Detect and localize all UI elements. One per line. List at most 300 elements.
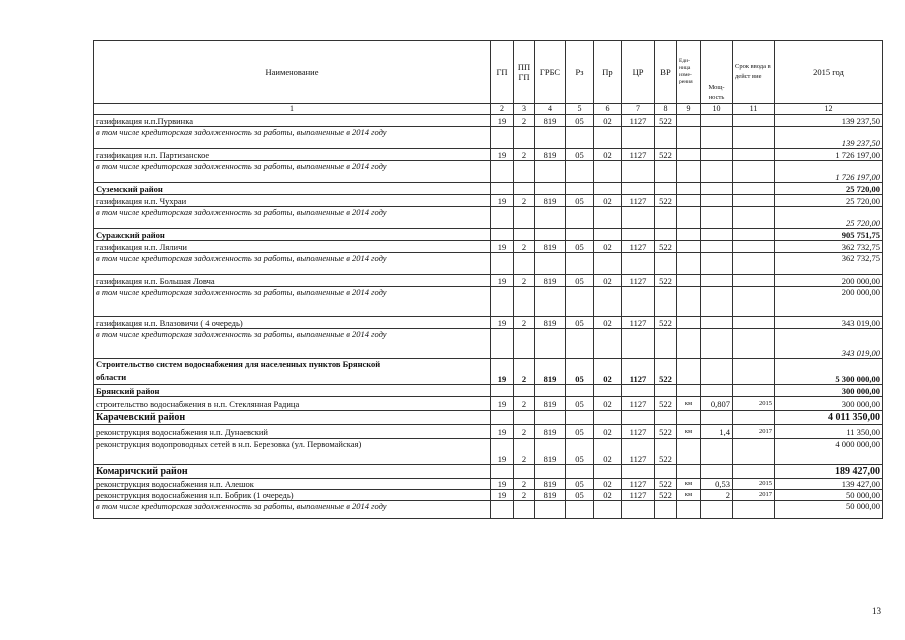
cell-cr	[622, 161, 655, 183]
cell-cr	[622, 385, 655, 397]
row-name: в том числе кредиторская задолженность за работы, выполненные в 2014 году	[94, 207, 491, 229]
cell-unit	[677, 501, 701, 519]
cell-power	[701, 275, 733, 287]
cell-power: 1,4	[701, 425, 733, 439]
cell-cr: 1127	[622, 115, 655, 127]
cell-grbs: 819	[535, 490, 566, 501]
cell-grbs: 819	[535, 317, 566, 329]
col-index: 2	[491, 104, 514, 115]
cell-unit	[677, 127, 701, 149]
cell-term	[733, 501, 775, 519]
row-amount: 25 720,00	[775, 183, 883, 195]
header-cr: ЦР	[622, 41, 655, 104]
cell-vr: 522	[655, 425, 677, 439]
row-name: Комаричский район	[94, 465, 491, 479]
cell-pr: 02	[594, 149, 622, 161]
row-amount: 362 732,75	[775, 253, 883, 275]
cell-rz	[566, 385, 594, 397]
cell-term	[733, 149, 775, 161]
cell-cr: 1127	[622, 275, 655, 287]
cell-cr	[622, 229, 655, 241]
col-index: 12	[775, 104, 883, 115]
cell-gp: 19	[491, 397, 514, 411]
cell-ppgp	[514, 329, 535, 359]
cell-term	[733, 183, 775, 195]
cell-cr	[622, 253, 655, 275]
cell-ppgp	[514, 385, 535, 397]
cell-term	[733, 115, 775, 127]
cell-term	[733, 241, 775, 253]
col-index: 11	[733, 104, 775, 115]
cell-gp: 19	[491, 490, 514, 501]
cell-gp	[491, 253, 514, 275]
cell-ppgp: 2	[514, 490, 535, 501]
cell-term	[733, 465, 775, 479]
row-amount: 343 019,00	[775, 329, 883, 359]
row-name-line: Строительство систем водоснабжения для населенных пунктов Брянской	[96, 359, 381, 369]
cell-ppgp	[514, 127, 535, 149]
row-name: газификация н.п. Партизанское	[94, 149, 491, 161]
cell-rz: 05	[566, 425, 594, 439]
cell-power	[701, 115, 733, 127]
row-name: в том числе кредиторская задолженность за работы, выполненные в 2014 году	[94, 501, 491, 519]
cell-vr: 522	[655, 275, 677, 287]
cell-power	[701, 359, 733, 385]
cell-unit: км	[677, 425, 701, 439]
credit-row	[94, 127, 883, 149]
cell-term	[733, 317, 775, 329]
header-power: Мощ- ность	[701, 41, 733, 104]
cell-term	[733, 195, 775, 207]
district-row	[94, 411, 883, 425]
row-name: газификация н.п. Большая Ловча	[94, 275, 491, 287]
row-name: в том числе кредиторская задолженность за работы, выполненные в 2014 году	[94, 329, 491, 359]
cell-grbs: 819	[535, 425, 566, 439]
cell-cr	[622, 501, 655, 519]
cell-cr	[622, 465, 655, 479]
row-amount: 362 732,75	[775, 241, 883, 253]
cell-grbs: 819	[535, 359, 566, 385]
cell-pr: 02	[594, 490, 622, 501]
cell-grbs	[535, 253, 566, 275]
cell-grbs	[535, 411, 566, 425]
cell-pr: 02	[594, 317, 622, 329]
row-amount: 300 000,00	[775, 385, 883, 397]
cell-unit: км	[677, 490, 701, 501]
cell-power	[701, 183, 733, 195]
cell-vr: 522	[655, 149, 677, 161]
cell-power	[701, 195, 733, 207]
cell-vr: 522	[655, 241, 677, 253]
row-name: реконструкция водопроводных сетей в н.п. Березовка (ул. Первомайская)	[94, 439, 491, 465]
row-amount: 1 726 197,00	[775, 149, 883, 161]
cell-vr: 522	[655, 195, 677, 207]
cell-pr: 02	[594, 241, 622, 253]
cell-cr	[622, 329, 655, 359]
cell-rz: 05	[566, 479, 594, 490]
cell-rz	[566, 253, 594, 275]
cell-vr	[655, 501, 677, 519]
row-amount: 4 011 350,00	[775, 411, 883, 425]
cell-gp: 19	[491, 359, 514, 385]
cell-grbs: 819	[535, 439, 566, 465]
cell-gp	[491, 229, 514, 241]
cell-rz: 05	[566, 397, 594, 411]
cell-grbs	[535, 329, 566, 359]
table-row	[94, 479, 883, 490]
cell-power	[701, 329, 733, 359]
cell-pr: 02	[594, 479, 622, 490]
row-amount: 4 000 000,00	[775, 439, 883, 465]
cell-grbs: 819	[535, 115, 566, 127]
cell-grbs	[535, 161, 566, 183]
cell-pr: 02	[594, 439, 622, 465]
row-name: реконструкция водоснабжения н.п. Дунаевский	[94, 425, 491, 439]
credit-row	[94, 253, 883, 275]
cell-term	[733, 161, 775, 183]
cell-unit	[677, 115, 701, 127]
header-name: Наименование	[94, 41, 491, 104]
cell-unit	[677, 149, 701, 161]
cell-cr: 1127	[622, 425, 655, 439]
cell-pr	[594, 385, 622, 397]
budget-table	[93, 40, 883, 519]
cell-ppgp	[514, 501, 535, 519]
cell-grbs: 819	[535, 397, 566, 411]
header-term: Срок ввода в дейст вие	[733, 41, 775, 104]
cell-power	[701, 317, 733, 329]
cell-ppgp	[514, 287, 535, 317]
cell-pr	[594, 207, 622, 229]
table-row	[94, 115, 883, 127]
cell-grbs: 819	[535, 479, 566, 490]
cell-rz: 05	[566, 241, 594, 253]
cell-cr: 1127	[622, 241, 655, 253]
cell-rz: 05	[566, 359, 594, 385]
cell-ppgp: 2	[514, 275, 535, 287]
cell-unit	[677, 161, 701, 183]
cell-rz	[566, 183, 594, 195]
cell-power	[701, 253, 733, 275]
row-name: Брянский район	[94, 385, 491, 397]
row-amount: 11 350,00	[775, 425, 883, 439]
row-amount: 139 237,50	[775, 127, 883, 149]
row-name: газификация н.п.Пурвинка	[94, 115, 491, 127]
cell-pr	[594, 229, 622, 241]
cell-gp: 19	[491, 195, 514, 207]
cell-rz: 05	[566, 439, 594, 465]
cell-vr: 522	[655, 439, 677, 465]
cell-unit	[677, 241, 701, 253]
cell-vr	[655, 183, 677, 195]
row-amount: 300 000,00	[775, 397, 883, 411]
cell-power: 2	[701, 490, 733, 501]
cell-vr	[655, 161, 677, 183]
cell-pr	[594, 329, 622, 359]
cell-grbs	[535, 229, 566, 241]
cell-unit	[677, 253, 701, 275]
cell-gp	[491, 385, 514, 397]
cell-vr: 522	[655, 115, 677, 127]
cell-ppgp	[514, 229, 535, 241]
cell-vr	[655, 329, 677, 359]
credit-row	[94, 161, 883, 183]
cell-gp	[491, 465, 514, 479]
table-row	[94, 425, 883, 439]
cell-vr: 522	[655, 490, 677, 501]
row-name	[94, 359, 491, 385]
cell-ppgp: 2	[514, 115, 535, 127]
cell-term: 2017	[733, 490, 775, 501]
cell-pr: 02	[594, 359, 622, 385]
cell-term	[733, 385, 775, 397]
credit-row	[94, 287, 883, 317]
cell-cr	[622, 207, 655, 229]
cell-gp: 19	[491, 439, 514, 465]
cell-power: 0,53	[701, 479, 733, 490]
cell-gp: 19	[491, 425, 514, 439]
cell-pr: 02	[594, 397, 622, 411]
cell-pr	[594, 501, 622, 519]
cell-grbs	[535, 207, 566, 229]
cell-gp	[491, 287, 514, 317]
cell-cr	[622, 411, 655, 425]
district-row	[94, 229, 883, 241]
cell-rz: 05	[566, 195, 594, 207]
cell-vr	[655, 207, 677, 229]
cell-term	[733, 359, 775, 385]
cell-term: 2015	[733, 397, 775, 411]
cell-rz	[566, 207, 594, 229]
row-amount: 139 427,00	[775, 479, 883, 490]
cell-unit	[677, 183, 701, 195]
page-number: 13	[872, 606, 881, 616]
cell-power	[701, 287, 733, 317]
row-name-line: области	[96, 372, 127, 382]
table-row	[94, 195, 883, 207]
header-gp: ГП	[491, 41, 514, 104]
program-row	[94, 359, 883, 385]
cell-pr	[594, 465, 622, 479]
row-name: газификация н.п. Ляличи	[94, 241, 491, 253]
cell-term	[733, 439, 775, 465]
district-row	[94, 183, 883, 195]
cell-grbs	[535, 465, 566, 479]
cell-power	[701, 501, 733, 519]
cell-vr	[655, 411, 677, 425]
cell-grbs	[535, 501, 566, 519]
row-amount: 200 000,00	[775, 287, 883, 317]
col-index: 3	[514, 104, 535, 115]
row-amount: 25 720,00	[775, 207, 883, 229]
row-name: газификация н.п. Чухраи	[94, 195, 491, 207]
cell-gp: 19	[491, 115, 514, 127]
cell-unit	[677, 465, 701, 479]
cell-cr: 1127	[622, 479, 655, 490]
cell-grbs: 819	[535, 149, 566, 161]
cell-pr	[594, 183, 622, 195]
cell-cr: 1127	[622, 359, 655, 385]
cell-gp: 19	[491, 479, 514, 490]
row-name: в том числе кредиторская задолженность за работы, выполненные в 2014 году	[94, 127, 491, 149]
cell-grbs: 819	[535, 241, 566, 253]
header-row	[94, 41, 883, 104]
cell-unit	[677, 385, 701, 397]
cell-ppgp	[514, 411, 535, 425]
cell-power	[701, 207, 733, 229]
table-row	[94, 490, 883, 501]
cell-cr: 1127	[622, 195, 655, 207]
col-index: 9	[677, 104, 701, 115]
cell-power	[701, 127, 733, 149]
cell-rz	[566, 465, 594, 479]
row-amount: 25 720,00	[775, 195, 883, 207]
district-row	[94, 465, 883, 479]
cell-gp: 19	[491, 317, 514, 329]
cell-ppgp	[514, 161, 535, 183]
cell-pr: 02	[594, 115, 622, 127]
cell-gp	[491, 183, 514, 195]
cell-vr: 522	[655, 359, 677, 385]
cell-unit	[677, 229, 701, 241]
cell-rz	[566, 287, 594, 317]
cell-gp	[491, 501, 514, 519]
table-body	[94, 115, 883, 519]
row-amount: 189 427,00	[775, 465, 883, 479]
cell-rz: 05	[566, 149, 594, 161]
cell-cr: 1127	[622, 317, 655, 329]
cell-cr	[622, 287, 655, 317]
row-amount: 5 300 000,00	[775, 359, 883, 385]
cell-gp	[491, 207, 514, 229]
table-row	[94, 317, 883, 329]
cell-term	[733, 287, 775, 317]
cell-term	[733, 275, 775, 287]
cell-rz	[566, 229, 594, 241]
cell-power	[701, 149, 733, 161]
cell-vr: 522	[655, 479, 677, 490]
cell-ppgp: 2	[514, 149, 535, 161]
row-name: газификация н.п. Влазовичи ( 4 очередь)	[94, 317, 491, 329]
cell-term	[733, 127, 775, 149]
header-unit: Еди- ница изме- рения	[677, 41, 701, 104]
cell-term	[733, 207, 775, 229]
cell-grbs	[535, 183, 566, 195]
cell-unit: км	[677, 479, 701, 490]
cell-ppgp	[514, 465, 535, 479]
row-amount: 50 000,00	[775, 501, 883, 519]
cell-rz	[566, 161, 594, 183]
cell-pr	[594, 253, 622, 275]
cell-ppgp: 2	[514, 425, 535, 439]
table-row	[94, 149, 883, 161]
cell-unit	[677, 195, 701, 207]
header-rz: Рз	[566, 41, 594, 104]
cell-cr	[622, 183, 655, 195]
cell-grbs	[535, 385, 566, 397]
cell-power	[701, 439, 733, 465]
credit-row	[94, 329, 883, 359]
cell-cr: 1127	[622, 439, 655, 465]
row-name: реконструкция водоснабжения н.п. Алешок	[94, 479, 491, 490]
cell-ppgp: 2	[514, 479, 535, 490]
cell-rz	[566, 329, 594, 359]
cell-unit	[677, 207, 701, 229]
table-row	[94, 241, 883, 253]
cell-unit	[677, 287, 701, 317]
header-grbs: ГРБС	[535, 41, 566, 104]
cell-grbs	[535, 287, 566, 317]
cell-vr	[655, 385, 677, 397]
cell-rz	[566, 501, 594, 519]
cell-gp: 19	[491, 275, 514, 287]
cell-pr	[594, 127, 622, 149]
cell-grbs: 819	[535, 195, 566, 207]
cell-power	[701, 161, 733, 183]
cell-rz	[566, 127, 594, 149]
cell-gp	[491, 161, 514, 183]
cell-ppgp: 2	[514, 195, 535, 207]
credit-row	[94, 207, 883, 229]
table-row	[94, 397, 883, 411]
cell-power	[701, 411, 733, 425]
table-row	[94, 275, 883, 287]
col-index: 8	[655, 104, 677, 115]
row-name: в том числе кредиторская задолженность за работы, выполненные в 2014 году	[94, 287, 491, 317]
cell-gp	[491, 127, 514, 149]
cell-power: 0,807	[701, 397, 733, 411]
col-index: 5	[566, 104, 594, 115]
col-index: 4	[535, 104, 566, 115]
cell-vr: 522	[655, 317, 677, 329]
row-amount: 200 000,00	[775, 275, 883, 287]
cell-unit: км	[677, 397, 701, 411]
cell-pr	[594, 287, 622, 317]
cell-ppgp	[514, 183, 535, 195]
cell-cr	[622, 127, 655, 149]
cell-vr	[655, 287, 677, 317]
cell-gp	[491, 329, 514, 359]
cell-pr: 02	[594, 425, 622, 439]
cell-gp: 19	[491, 149, 514, 161]
row-name: Суземский район	[94, 183, 491, 195]
cell-vr	[655, 253, 677, 275]
row-amount: 343 019,00	[775, 317, 883, 329]
col-index: 1	[94, 104, 491, 115]
cell-ppgp: 2	[514, 317, 535, 329]
credit-row	[94, 501, 883, 519]
cell-power	[701, 385, 733, 397]
row-name: строительство водоснабжения в н.п. Стеклянная Радица	[94, 397, 491, 411]
cell-ppgp	[514, 253, 535, 275]
cell-power	[701, 229, 733, 241]
cell-rz: 05	[566, 115, 594, 127]
col-index: 6	[594, 104, 622, 115]
cell-rz	[566, 411, 594, 425]
cell-unit	[677, 411, 701, 425]
cell-term: 2017	[733, 425, 775, 439]
cell-pr	[594, 411, 622, 425]
cell-rz: 05	[566, 275, 594, 287]
cell-vr: 522	[655, 397, 677, 411]
header-vr: ВР	[655, 41, 677, 104]
district-row	[94, 385, 883, 397]
row-name: реконструкция водоснабжения н.п. Бобрик (1 очередь)	[94, 490, 491, 501]
cell-ppgp: 2	[514, 359, 535, 385]
cell-term	[733, 329, 775, 359]
cell-ppgp	[514, 207, 535, 229]
header-pr: Пр	[594, 41, 622, 104]
